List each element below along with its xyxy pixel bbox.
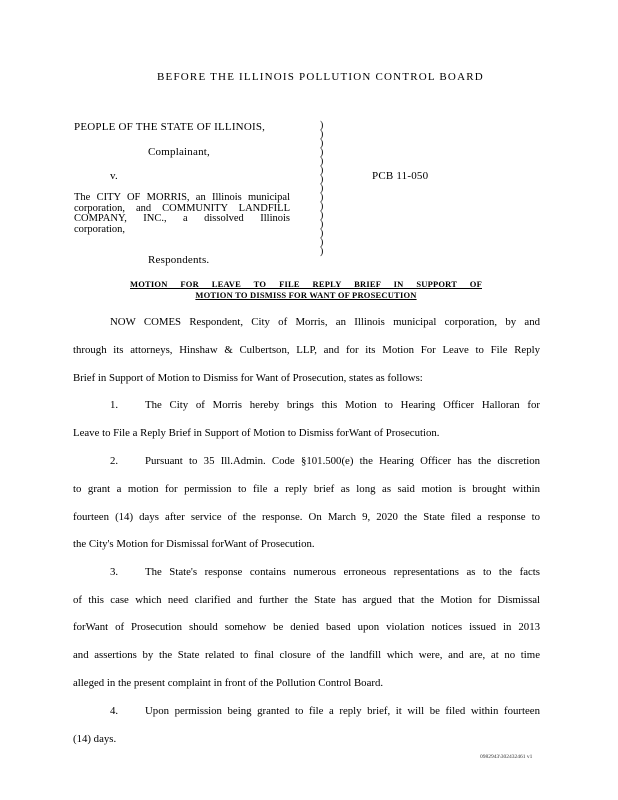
motion-title-line-2: MOTION TO DISMISS FOR WANT OF PROSECUTION <box>195 290 417 300</box>
versus-label: v. <box>110 170 118 182</box>
caption-paren-column: ) ) ) ) ) ) ) ) ) ) ) ) ) ) ) <box>320 120 324 257</box>
paragraph-line: (14) days. <box>73 733 117 745</box>
paragraph-line: alleged in the present complaint in front of the Pollution Control Board. <box>73 677 384 689</box>
motion-title <box>130 279 482 301</box>
paragraph-number: 3. <box>110 566 119 578</box>
paragraph-line: forWant of Prosecution should somehow be denied based upon violation notices issued in 2013 <box>73 621 540 633</box>
defendant-role: Respondents. <box>148 254 210 266</box>
defendant-line: COMPANY, INC., a dissolved Illinois <box>74 213 290 224</box>
paragraph-line: of this case which need clarified and further the State has argued that the Motion for Dismissal <box>73 594 540 606</box>
paragraph-line: fourteen (14) days after service of the response. On March 9, 2020 the State filed a response to <box>73 511 540 523</box>
intro-line-2: through its attorneys, Hinshaw & Culbertson, LLP, and for its Motion For Leave to File Reply <box>73 344 540 356</box>
intro-line-1: NOW COMES Respondent, City of Morris, an Illinois municipal corporation, by and <box>110 316 540 328</box>
motion-title-line-1: MOTION FOR LEAVE TO FILE REPLY BRIEF IN SUPPORT OF <box>130 279 482 289</box>
document-title: BEFORE THE ILLINOIS POLLUTION CONTROL BOARD <box>157 71 484 83</box>
paragraph-line: Pursuant to 35 Ill.Admin. Code §101.500(e) the Hearing Officer has the discretion <box>145 455 540 467</box>
defendant-block <box>74 193 290 235</box>
defendant-line: The CITY OF MORRIS, an Illinois municipal <box>74 192 290 203</box>
paragraph-line: and assertions by the State related to final closure of the landfill which were, and are, at no time <box>73 649 540 661</box>
document-id: 0982943\302432461 v1 <box>480 754 533 760</box>
defendant-line: corporation, <box>74 223 126 235</box>
paragraph-number: 2. <box>110 455 119 467</box>
case-number: PCB 11-050 <box>372 170 429 182</box>
paragraph-number: 4. <box>110 705 119 717</box>
paragraph-line: Upon permission being granted to file a reply brief, it will be filed within fourteen <box>145 705 540 717</box>
paragraph-line: to grant a motion for permission to file a reply brief as long as said motion is brought within <box>73 483 540 495</box>
intro-line-3: Brief in Support of Motion to Dismiss for Want of Prosecution, states as follows: <box>73 372 423 384</box>
paragraph-number: 1. <box>110 399 119 411</box>
paragraph-line: the City's Motion for Dismissal forWant of Prosecution. <box>73 538 315 550</box>
plaintiff-name: PEOPLE OF THE STATE OF ILLINOIS, <box>74 121 266 133</box>
paragraph-line: The City of Morris hereby brings this Motion to Hearing Officer Halloran for <box>145 399 540 411</box>
paragraph-line: The State's response contains numerous erroneous representations as to the facts <box>145 566 540 578</box>
defendant-line: corporation, and COMMUNITY LANDFILL <box>74 202 290 214</box>
paragraph-line: Leave to File a Reply Brief in Support of Motion to Dismiss forWant of Prosecution. <box>73 427 440 439</box>
plaintiff-role: Complainant, <box>148 146 210 158</box>
